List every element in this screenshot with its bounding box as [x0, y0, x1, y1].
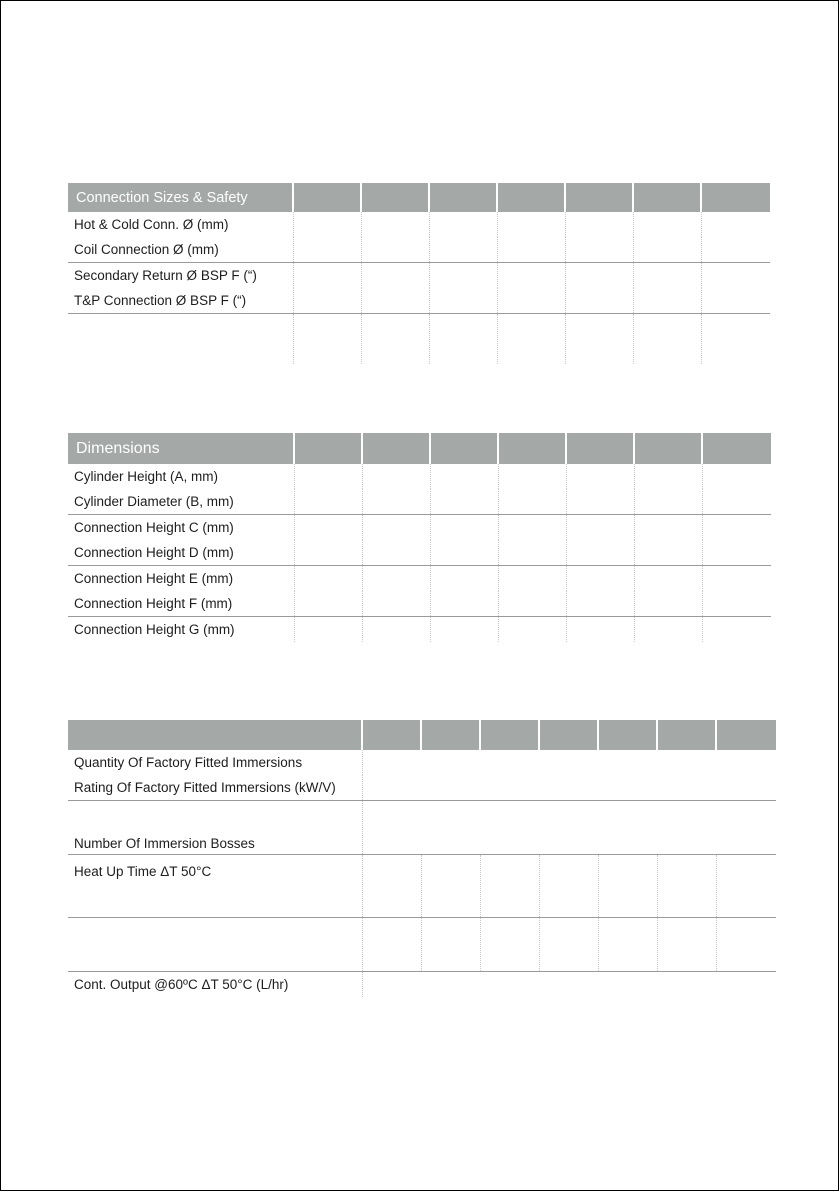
row-label: Hot & Cold Conn. Ø (mm) — [74, 217, 229, 232]
row-label: Connection Height E (mm) — [74, 571, 234, 586]
header-cell — [430, 433, 498, 464]
row-label: T&P Connection Ø BSP F (“) — [68, 288, 293, 314]
table-row — [68, 540, 771, 566]
table-row — [68, 212, 770, 237]
table-row — [68, 489, 771, 515]
header-cell — [361, 183, 429, 212]
table-row — [68, 775, 776, 801]
header-cell — [633, 183, 701, 212]
header-cell — [539, 720, 598, 750]
header-cell — [497, 183, 565, 212]
header-cell — [565, 183, 633, 212]
row-label: Cylinder Height (A, mm) — [74, 469, 219, 484]
table-row — [68, 617, 771, 643]
header-cell — [362, 433, 430, 464]
table-row — [68, 263, 770, 289]
row-label: Connection Height F (mm) — [68, 591, 294, 617]
header-cell — [498, 433, 566, 464]
header-cell — [429, 183, 497, 212]
row-label: Coil Connection Ø (mm) — [68, 237, 293, 263]
header-cell — [294, 433, 362, 464]
header-cell — [566, 433, 634, 464]
table-header — [68, 433, 771, 464]
header-cell — [598, 720, 657, 750]
header-cell — [701, 183, 770, 212]
row-label: Connection Height C (mm) — [74, 520, 234, 535]
row-label: Heat Up Time ΔT 50°C — [68, 855, 362, 918]
header-cell — [634, 433, 702, 464]
table-row — [68, 801, 776, 855]
table-row — [68, 566, 771, 592]
header-cell — [293, 183, 361, 212]
row-label: Cont. Output @60ºC ΔT 50°C (L/hr) — [74, 977, 289, 992]
table-row — [68, 237, 770, 263]
row-label: Connection Height D (mm) — [68, 540, 294, 566]
row-label: Rating Of Factory Fitted Immersions (kW/V) — [68, 775, 362, 801]
table-row — [68, 972, 776, 998]
dimensions-table — [68, 433, 771, 642]
row-label: Connection Height G (mm) — [74, 622, 235, 637]
table-row — [68, 288, 770, 314]
table-row-empty — [68, 314, 770, 365]
table-row-empty — [68, 918, 776, 972]
table-row — [68, 855, 776, 918]
table-row — [68, 464, 771, 489]
connection-sizes-table — [68, 183, 770, 364]
table-header — [68, 720, 776, 750]
table-row — [68, 591, 771, 617]
header-cell — [362, 720, 421, 750]
header-cell — [702, 433, 771, 464]
table-header — [68, 183, 770, 212]
header-cell — [657, 720, 716, 750]
table-row — [68, 515, 771, 541]
immersion-performance-table — [68, 720, 776, 997]
header-cell — [716, 720, 776, 750]
row-label: Quantity Of Factory Fitted Immersions — [74, 755, 303, 770]
header-cell — [68, 720, 362, 750]
row-label: Number Of Immersion Bosses — [68, 801, 362, 855]
header-cell — [421, 720, 480, 750]
header-cell — [480, 720, 539, 750]
row-label: Cylinder Diameter (B, mm) — [68, 489, 294, 515]
row-label: Secondary Return Ø BSP F (“) — [74, 268, 257, 283]
table-title: Connection Sizes & Safety — [68, 183, 293, 212]
table-row — [68, 750, 776, 775]
table-title: Dimensions — [68, 433, 294, 464]
